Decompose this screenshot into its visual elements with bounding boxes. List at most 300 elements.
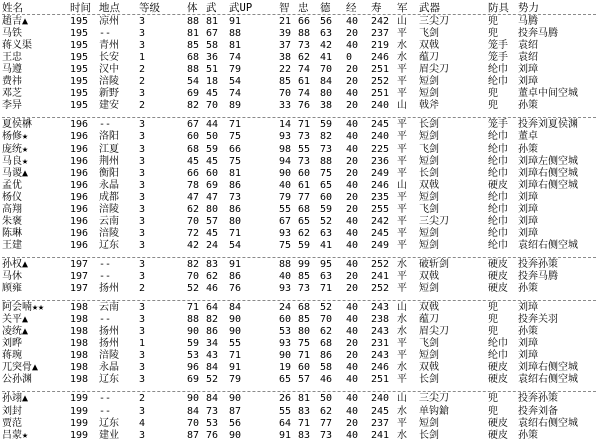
- cell-loyalty: 55: [298, 143, 311, 155]
- cell-loyalty: 59: [298, 239, 311, 251]
- cell-level: 3: [139, 302, 146, 314]
- cell-weapon: 三尖刀: [419, 393, 449, 405]
- cell-body: 96: [187, 362, 200, 374]
- cell-body: 47: [187, 191, 200, 203]
- cell-faction: 袁绍右侧空城: [518, 374, 578, 386]
- cell-time: 196: [70, 179, 89, 191]
- cell-lifespan: 236: [371, 155, 390, 167]
- cell-weapon: 短剑: [419, 191, 439, 203]
- cell-intellect: 39: [279, 28, 292, 40]
- cell-virtue: 84: [320, 76, 333, 88]
- cell-war-up: 74: [229, 88, 242, 100]
- cell-name: 趙吉▲: [2, 16, 29, 27]
- cell-troop: 平: [397, 191, 407, 203]
- cell-body: 87: [187, 429, 200, 441]
- cell-armor: 笼手: [488, 40, 508, 52]
- table-row: [0, 180, 600, 192]
- cell-armor: 纶巾: [488, 76, 508, 88]
- cell-intellect: 85: [279, 76, 292, 88]
- table-row: [0, 216, 600, 228]
- cell-troop: 水: [397, 52, 407, 64]
- cell-lifespan: 237: [371, 417, 390, 429]
- cell-experience: 40: [346, 16, 359, 27]
- cell-level: 3: [139, 326, 146, 338]
- cell-lifespan: 251: [371, 64, 390, 76]
- cell-war: 58: [206, 40, 219, 52]
- cell-experience: 40: [346, 119, 359, 131]
- cell-troop: 平: [397, 417, 407, 429]
- cell-name: 孙翊▲: [2, 393, 29, 405]
- cell-war-up: 91: [229, 258, 242, 270]
- cell-loyalty: 88: [298, 28, 311, 40]
- cell-body: 82: [187, 258, 200, 270]
- cell-armor: 纶巾: [488, 64, 508, 76]
- cell-name: 王忠: [2, 52, 22, 64]
- cell-troop: 平: [397, 338, 407, 350]
- cell-level: 3: [139, 119, 146, 131]
- cell-virtue: 63: [320, 271, 333, 282]
- cell-faction: 刘璋: [518, 227, 538, 239]
- cell-lifespan: 219: [371, 40, 390, 52]
- cell-name: 李异: [2, 100, 22, 112]
- cell-lifespan: 231: [371, 338, 390, 350]
- cell-body: 67: [187, 119, 200, 131]
- cell-time: 199: [70, 417, 89, 429]
- cell-loyalty: 73: [298, 283, 311, 295]
- cell-time: 196: [70, 227, 89, 239]
- cell-loyalty: 71: [298, 417, 311, 429]
- table-row: [0, 100, 600, 112]
- cell-body: 88: [187, 16, 200, 27]
- cell-time: 195: [70, 76, 89, 88]
- cell-location: 永晶: [99, 362, 119, 374]
- cell-lifespan: 243: [371, 302, 390, 314]
- cell-body: 54: [187, 76, 200, 88]
- cell-lifespan: 251: [371, 374, 390, 386]
- cell-body: 68: [187, 143, 200, 155]
- cell-troop: 平: [397, 88, 407, 100]
- cell-experience: 40: [346, 429, 359, 441]
- cell-troop: 平: [397, 28, 407, 40]
- cell-armor: 纶巾: [488, 227, 508, 239]
- cell-faction: 孙策: [518, 429, 538, 441]
- cell-name: 邓芝: [2, 88, 22, 100]
- cell-body: 69: [187, 374, 200, 386]
- cell-weapon: 破斩剑: [419, 258, 449, 270]
- cell-level: 3: [139, 362, 146, 374]
- cell-location: 辽东: [99, 374, 119, 386]
- cell-weapon: 短剑: [419, 227, 439, 239]
- cell-weapon: 短剑: [419, 76, 439, 88]
- table-row: [0, 119, 600, 131]
- cell-weapon: 双戟: [419, 302, 439, 314]
- cell-level: 3: [139, 374, 146, 386]
- cell-lifespan: 225: [371, 143, 390, 155]
- cell-location: 涪陵: [99, 203, 119, 215]
- cell-armor: 兜: [488, 393, 498, 405]
- cell-weapon: 短剑: [419, 131, 439, 143]
- cell-lifespan: 245: [371, 227, 390, 239]
- cell-troop: 平: [397, 119, 407, 131]
- table-row: [0, 204, 600, 216]
- cell-experience: 40: [346, 215, 359, 227]
- header-intellect: 智: [279, 2, 290, 14]
- cell-level: 2: [139, 393, 146, 405]
- cell-body: 66: [187, 167, 200, 179]
- cell-virtue: 70: [320, 314, 333, 326]
- cell-weapon: 短剑: [419, 283, 439, 295]
- cell-time: 195: [70, 64, 89, 76]
- cell-weapon: 长剑: [419, 119, 439, 131]
- cell-war-up: 90: [229, 314, 242, 326]
- cell-war-up: 66: [229, 143, 242, 155]
- cell-troop: 平: [397, 374, 407, 386]
- cell-troop: 水: [397, 314, 407, 326]
- cell-weapon: 短剑: [419, 350, 439, 362]
- cell-faction: 袁绍: [518, 40, 538, 52]
- cell-location: 建安: [99, 100, 119, 112]
- cell-intellect: 19: [279, 362, 292, 374]
- cell-troop: 平: [397, 227, 407, 239]
- cell-location: 青州: [99, 40, 119, 52]
- cell-time: 198: [70, 362, 89, 374]
- cell-faction: 投奔孙策: [518, 258, 558, 270]
- cell-war-up: 91: [229, 16, 242, 27]
- cell-lifespan: 255: [371, 203, 390, 215]
- cell-faction: 投奔马腾: [518, 28, 558, 40]
- cell-experience: 40: [346, 393, 359, 405]
- cell-level: 3: [139, 258, 146, 270]
- cell-armor: 兜: [488, 405, 498, 417]
- cell-experience: 20: [346, 338, 359, 350]
- cell-loyalty: 57: [298, 374, 311, 386]
- cell-war-up: 81: [229, 167, 242, 179]
- cell-troop: 平: [397, 76, 407, 88]
- cell-virtue: 60: [320, 191, 333, 203]
- header-loyalty: 忠: [298, 2, 309, 14]
- cell-war-up: 54: [229, 76, 242, 88]
- cell-loyalty: 85: [298, 271, 311, 282]
- cell-armor: 纶巾: [488, 167, 508, 179]
- cell-location: 永晶: [99, 179, 119, 191]
- cell-weapon: 短剑: [419, 417, 439, 429]
- cell-intellect: 93: [279, 338, 292, 350]
- cell-troop: 水: [397, 40, 407, 52]
- cell-armor: 兜: [488, 88, 498, 100]
- cell-weapon: 双戟: [419, 271, 439, 282]
- cell-faction: 刘璋: [518, 76, 538, 88]
- group-separator: [2, 391, 596, 392]
- cell-name: 刘封: [2, 405, 22, 417]
- cell-time: 198: [70, 314, 89, 326]
- table-row: [0, 259, 600, 271]
- cell-loyalty: 62: [298, 52, 311, 64]
- cell-war-up: 54: [229, 239, 242, 251]
- cell-experience: 20: [346, 283, 359, 295]
- cell-faction: 刘璋: [518, 215, 538, 227]
- cell-war-up: 86: [229, 179, 242, 191]
- cell-faction: 刘璋右侧空城: [518, 179, 578, 191]
- cell-war: 24: [206, 239, 219, 251]
- cell-location: 汉中: [99, 64, 119, 76]
- cell-body: 60: [187, 131, 200, 143]
- cell-war: 84: [206, 362, 219, 374]
- header-war: 武: [206, 2, 217, 14]
- cell-weapon: 短剑: [419, 88, 439, 100]
- table-row: [0, 168, 600, 180]
- cell-war-up: 88: [229, 28, 242, 40]
- cell-loyalty: 73: [298, 131, 311, 143]
- cell-location: 衡阳: [99, 167, 119, 179]
- cell-experience: 40: [346, 40, 359, 52]
- cell-body: 90: [187, 393, 200, 405]
- cell-time: 198: [70, 302, 89, 314]
- cell-intellect: 67: [279, 215, 292, 227]
- cell-loyalty: 83: [298, 429, 311, 441]
- cell-troop: 水: [397, 362, 407, 374]
- cell-intellect: 60: [279, 314, 292, 326]
- cell-time: 196: [70, 191, 89, 203]
- cell-experience: 40: [346, 179, 359, 191]
- cell-time: 196: [70, 167, 89, 179]
- cell-location: --: [99, 258, 112, 270]
- cell-body: 84: [187, 405, 200, 417]
- table-row: [0, 131, 600, 143]
- cell-loyalty: 68: [298, 203, 311, 215]
- cell-faction: 投奔刘夏侯渊: [518, 119, 578, 131]
- cell-experience: 40: [346, 314, 359, 326]
- cell-armor: 笼手: [488, 119, 508, 131]
- cell-war-up: 86: [229, 203, 242, 215]
- cell-level: 2: [139, 76, 146, 88]
- cell-lifespan: 242: [371, 215, 390, 227]
- cell-intellect: 88: [279, 258, 292, 270]
- cell-location: 长安: [99, 52, 119, 64]
- cell-level: 2: [139, 64, 146, 76]
- cell-war-up: 71: [229, 119, 242, 131]
- cell-experience: 40: [346, 239, 359, 251]
- cell-time: 196: [70, 131, 89, 143]
- cell-experience: 40: [346, 143, 359, 155]
- header-virtue: 德: [320, 2, 331, 14]
- cell-level: 1: [139, 52, 146, 64]
- cell-time: 195: [70, 28, 89, 40]
- cell-virtue: 77: [320, 417, 333, 429]
- cell-troop: 平: [397, 239, 407, 251]
- cell-lifespan: 249: [371, 239, 390, 251]
- cell-body: 69: [187, 88, 200, 100]
- cell-name: 刘晔: [2, 338, 22, 350]
- cell-troop: 平: [397, 64, 407, 76]
- cell-loyalty: 71: [298, 350, 311, 362]
- cell-name: 庞统★: [2, 143, 29, 155]
- cell-faction: 袁绍右侧空城: [518, 417, 578, 429]
- cell-weapon: 长剑: [419, 429, 439, 441]
- cell-faction: 投奔刘备: [518, 405, 558, 417]
- header-lifespan: 寿: [371, 2, 382, 14]
- cell-name: 公孙渊: [2, 374, 32, 386]
- cell-lifespan: 252: [371, 76, 390, 88]
- cell-virtue: 65: [320, 179, 333, 191]
- cell-virtue: 70: [320, 64, 333, 76]
- cell-intellect: 24: [279, 302, 292, 314]
- cell-faction: 刘璋右侧空城: [518, 167, 578, 179]
- cell-war-up: 75: [229, 155, 242, 167]
- table-row: [0, 314, 600, 326]
- cell-virtue: 86: [320, 350, 333, 362]
- cell-loyalty: 60: [298, 362, 311, 374]
- cell-name: 兀突骨▲: [2, 362, 39, 374]
- cell-troop: 山: [397, 393, 407, 405]
- cell-armor: 纶巾: [488, 131, 508, 143]
- table-row: [0, 52, 600, 64]
- cell-armor: 兜: [488, 314, 498, 326]
- cell-lifespan: 252: [371, 283, 390, 295]
- cell-armor: 硬皮: [488, 283, 508, 295]
- cell-level: 3: [139, 179, 146, 191]
- cell-armor: 纶巾: [488, 203, 508, 215]
- cell-intellect: 38: [279, 52, 292, 64]
- cell-virtue: 38: [320, 100, 333, 112]
- cell-armor: 兜: [488, 28, 498, 40]
- cell-virtue: 82: [320, 131, 333, 143]
- cell-body: 42: [187, 239, 200, 251]
- cell-loyalty: 99: [298, 258, 311, 270]
- cell-body: 53: [187, 350, 200, 362]
- cell-lifespan: 243: [371, 326, 390, 338]
- cell-troop: 平: [397, 203, 407, 215]
- cell-weapon: 蕴刀: [419, 314, 439, 326]
- cell-body: 70: [187, 417, 200, 429]
- cell-location: 涪陵: [99, 227, 119, 239]
- cell-location: 荆州: [99, 155, 119, 167]
- cell-troop: 平: [397, 131, 407, 143]
- cell-location: --: [99, 393, 112, 405]
- table-row: [0, 326, 600, 338]
- cell-lifespan: 235: [371, 191, 390, 203]
- cell-virtue: 73: [320, 143, 333, 155]
- header-war-up: 武UP: [229, 2, 253, 14]
- cell-armor: 纶巾: [488, 191, 508, 203]
- cell-loyalty: 61: [298, 76, 311, 88]
- cell-level: 4: [139, 417, 146, 429]
- cell-time: 196: [70, 119, 89, 131]
- cell-war: 52: [206, 374, 219, 386]
- cell-time: 196: [70, 155, 89, 167]
- cell-intellect: 40: [279, 271, 292, 282]
- cell-weapon: 眉尖刀: [419, 64, 449, 76]
- cell-war-up: 56: [229, 417, 242, 429]
- cell-virtue: 75: [320, 167, 333, 179]
- cell-war-up: 79: [229, 374, 242, 386]
- cell-virtue: 71: [320, 283, 333, 295]
- cell-virtue: 41: [320, 239, 333, 251]
- cell-virtue: 73: [320, 429, 333, 441]
- cell-armor: 纶巾: [488, 215, 508, 227]
- cell-intellect: 37: [279, 40, 292, 52]
- cell-war: 69: [206, 179, 219, 191]
- cell-faction: 刘璋左侧空城: [518, 155, 578, 167]
- cell-experience: 20: [346, 271, 359, 282]
- cell-time: 198: [70, 350, 89, 362]
- table-row: [0, 144, 600, 156]
- cell-weapon: 戟斧: [419, 100, 439, 112]
- cell-armor: 硬皮: [488, 417, 508, 429]
- table-row: [0, 302, 600, 314]
- cell-war: 53: [206, 417, 219, 429]
- cell-loyalty: 73: [298, 155, 311, 167]
- cell-level: 3: [139, 215, 146, 227]
- cell-name: 朱褒: [2, 215, 22, 227]
- cell-name: 杨修★: [2, 131, 29, 143]
- cell-armor: 硬皮: [488, 179, 508, 191]
- cell-war: 59: [206, 143, 219, 155]
- cell-name: 孟优: [2, 179, 22, 191]
- cell-armor: 硬皮: [488, 429, 508, 441]
- cell-lifespan: 252: [371, 258, 390, 270]
- cell-troop: 山: [397, 302, 407, 314]
- cell-lifespan: 240: [371, 393, 390, 405]
- cell-virtue: 62: [320, 405, 333, 417]
- cell-time: 196: [70, 203, 89, 215]
- cell-name: 陈琳: [2, 227, 22, 239]
- cell-time: 197: [70, 271, 89, 282]
- cell-war: 43: [206, 350, 219, 362]
- cell-war-up: 76: [229, 283, 242, 295]
- cell-war: 45: [206, 227, 219, 239]
- cell-loyalty: 77: [298, 191, 311, 203]
- cell-armor: 笼手: [488, 52, 508, 64]
- cell-troop: 平: [397, 350, 407, 362]
- cell-experience: 20: [346, 155, 359, 167]
- table-row: [0, 88, 600, 100]
- cell-intellect: 55: [279, 405, 292, 417]
- cell-body: 90: [187, 326, 200, 338]
- cell-body: 72: [187, 227, 200, 239]
- group-separator: [2, 300, 596, 301]
- cell-troop: 水: [397, 429, 407, 441]
- cell-name: 马铁: [2, 28, 22, 40]
- cell-time: 197: [70, 283, 89, 295]
- cell-time: 195: [70, 40, 89, 52]
- cell-intellect: 93: [279, 227, 292, 239]
- cell-location: --: [99, 314, 112, 326]
- cell-lifespan: 237: [371, 28, 390, 40]
- cell-faction: 刘璋右侧空城: [518, 362, 578, 374]
- cell-loyalty: 75: [298, 338, 311, 350]
- cell-level: 3: [139, 131, 146, 143]
- cell-virtue: 95: [320, 258, 333, 270]
- cell-virtue: 63: [320, 28, 333, 40]
- cell-faction: 投奔马腾: [518, 271, 558, 282]
- cell-virtue: 56: [320, 16, 333, 27]
- cell-virtue: 80: [320, 88, 333, 100]
- cell-armor: 兜: [488, 100, 498, 112]
- cell-faction: 刘璋: [518, 191, 538, 203]
- cell-weapon: 长剑: [419, 167, 439, 179]
- cell-body: 59: [187, 338, 200, 350]
- cell-virtue: 42: [320, 40, 333, 52]
- cell-war-up: 55: [229, 338, 242, 350]
- cell-troop: 山: [397, 100, 407, 112]
- cell-body: 52: [187, 283, 200, 295]
- cell-experience: 20: [346, 167, 359, 179]
- cell-name: 马休: [2, 271, 22, 282]
- cell-faction: 孙策: [518, 326, 538, 338]
- cell-location: 扬州: [99, 283, 119, 295]
- cell-loyalty: 83: [298, 405, 311, 417]
- cell-lifespan: 249: [371, 167, 390, 179]
